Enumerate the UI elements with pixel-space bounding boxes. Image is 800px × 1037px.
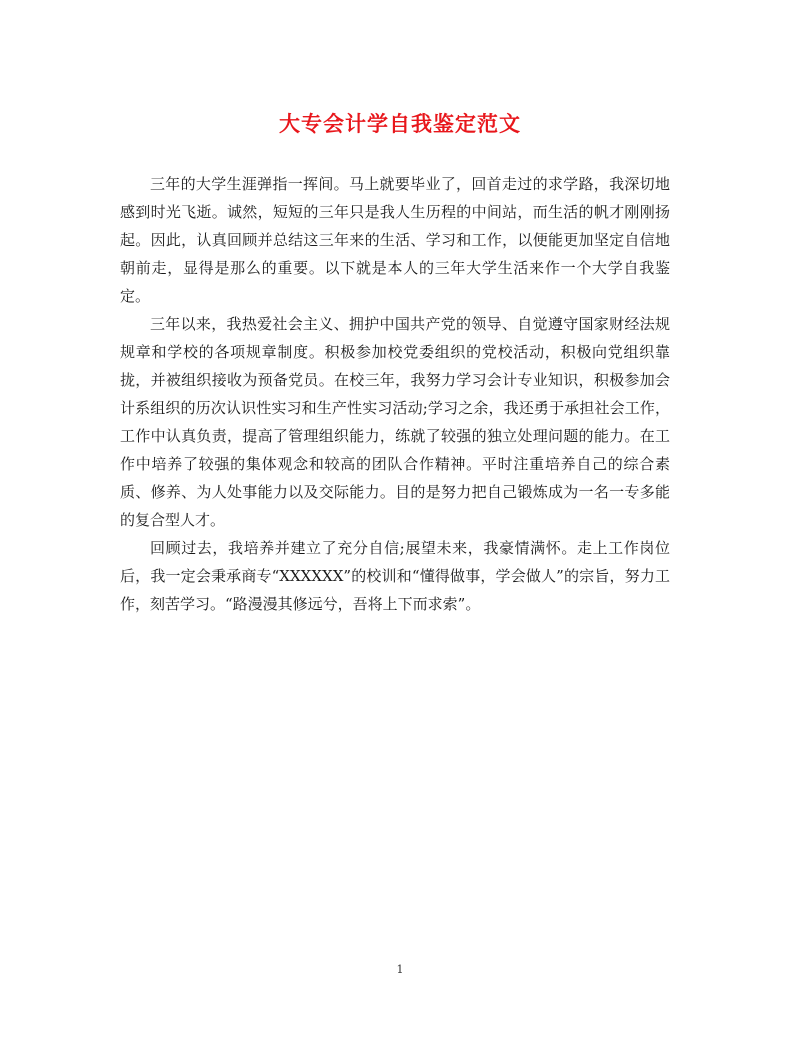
paragraph-intro: 三年的大学生涯弹指一挥间。马上就要毕业了，回首走过的求学路，我深切地感到时光飞逝。诚然，短短的三年只是我人生历程的中间站，而生活的帆才刚刚扬起。因此，认真回顾并总结这三年来的生活、学习和工作，以便能更加坚定自信地朝前走，显得是那么的重要。以下就是本人的三年大学生活来作一个大学自我鉴定。 (120, 175, 670, 305)
document-title: 大专会计学自我鉴定范文 (279, 111, 521, 136)
paragraph-conclusion: 回顾过去，我培养并建立了充分自信;展望未来，我豪情满怀。走上工作岗位后，我一定会秉承商专“XXXXXX”的校训和“懂得做事，学会做人”的宗旨，努力工作，刻苦学习。“路漫漫其修远兮，吾将上下而求索”。 (120, 539, 670, 613)
document-body (120, 170, 670, 618)
paragraph-achievements: 三年以来，我热爱社会主义、拥护中国共产党的领导、自觉遵守国家财经法规规章和学校的各项规章制度。积极参加校党委组织的党校活动，积极向党组织靠拢，并被组织接收为预备党员。在校三年，我努力学习会计专业知识，积极参加会计系组织的历次认识性实习和生产性实习活动;学习之余，我还勇于承担社会工作，工作中认真负责，提高了管理组织能力，练就了较强的独立处理问题的能力。在工作中培养了较强的集体观念和较高的团队合作精神。平时注重培养自己的综合素质、修养、为人处事能力以及交际能力。目的是努力把自己锻炼成为一名一专多能的复合型人才。 (120, 315, 670, 529)
page-number: 1 (396, 963, 404, 976)
